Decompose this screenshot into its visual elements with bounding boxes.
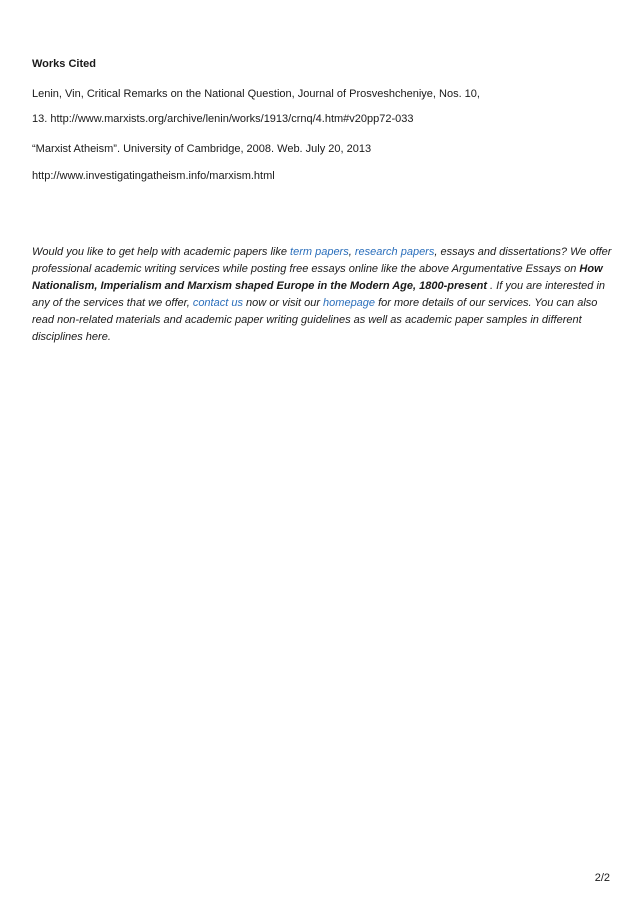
essay-title: How Nationalism, Imperialism and Marxism shaped Europe in the Modern Age, 1800-present [32,263,603,292]
citation-line-3: “Marxist Atheism”. University of Cambridge, 2008. Web. July 20, 2013 [32,143,372,155]
promo-separator: , [348,246,355,258]
works-cited-heading: Works Cited [32,58,96,70]
research-papers-link[interactable]: research papers [354,246,435,258]
page-number: 2/2 [594,872,610,884]
term-papers-link[interactable]: term papers [290,246,349,258]
promo-paragraph [32,244,622,346]
promo-text: Would you like to get help with academic papers like [32,246,291,258]
citation-line-1: Lenin, Vin, Critical Remarks on the National Question, Journal of Prosveshcheniye, Nos. 10, [32,88,480,100]
homepage-link[interactable]: homepage [323,297,376,309]
promo-text: for more details of our services. You can also read non-related materials and academic paper writing guidelines as well as academic paper samples in different disciplines here. [32,297,598,343]
citation-line-4: http://www.investigatingatheism.info/marxism.html [32,170,275,182]
promo-text: . If you are interested in any of the services that we offer, [32,280,606,309]
citation-line-2: 13. http://www.marxists.org/archive/lenin/works/1913/crnq/4.htm#v20pp72-033 [32,113,414,125]
contact-us-link[interactable]: contact us [192,297,243,309]
promo-text: , essays and dissertations? We offer professional academic writing services while posting free essays online like the above Argumentative Essays on [32,246,612,275]
promo-text: now or visit our [242,297,324,309]
